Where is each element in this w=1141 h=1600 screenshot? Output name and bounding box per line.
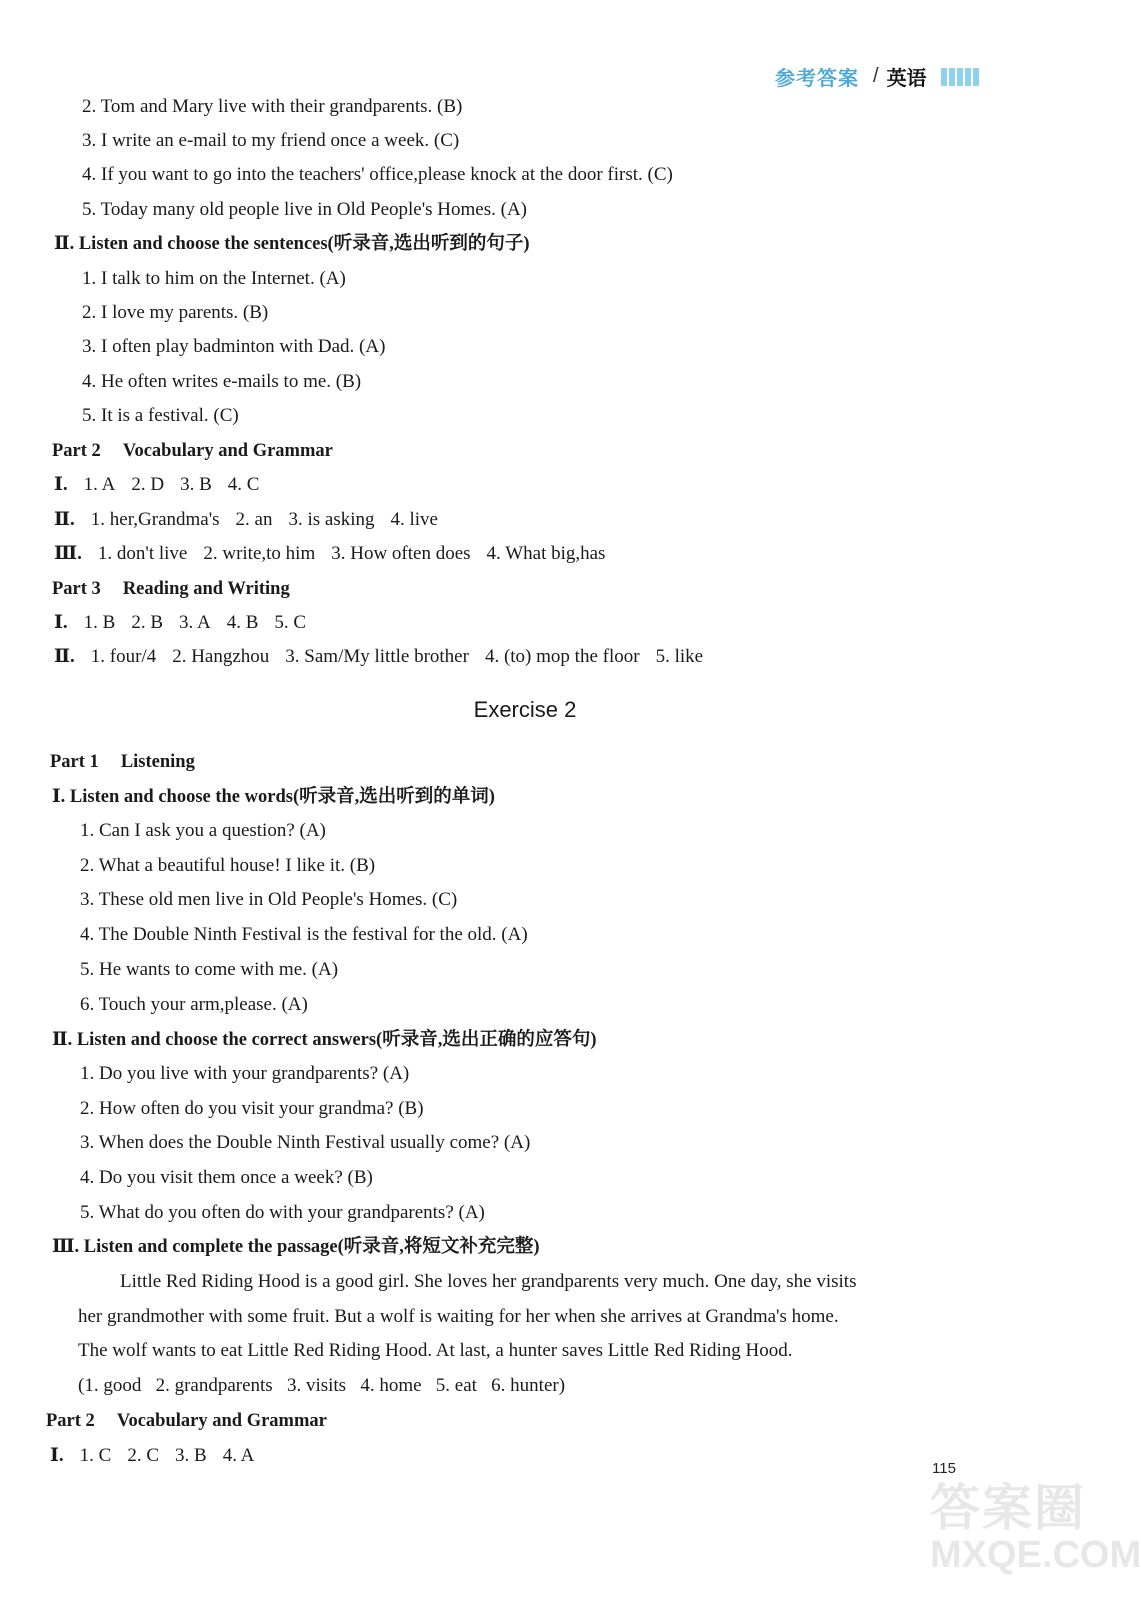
answer-line	[54, 472, 275, 498]
list-item: 4. The Double Ninth Festival is the festival for the old. (A)	[80, 924, 528, 945]
part-heading	[52, 576, 290, 602]
answer-item: 2. an	[235, 509, 273, 530]
answer-item: 4. A	[222, 1445, 255, 1466]
answer-item: 2. write,to him	[203, 543, 316, 564]
answer-item: 3. A	[179, 612, 211, 633]
answer-item: 2. C	[127, 1445, 160, 1466]
list-item: 3. These old men live in Old People's Homes. (C)	[80, 889, 458, 910]
part-title: Vocabulary and Grammar	[116, 1411, 327, 1431]
answer-label: Ⅰ.	[54, 474, 68, 495]
answer-item: 4. B	[226, 612, 259, 633]
passage-answers: (1. good 2. grandparents 3. visits 4. home 5. eat 6. hunter)	[78, 1375, 566, 1396]
answer-item: 5. like	[655, 646, 704, 667]
header-decoration	[941, 68, 981, 86]
part-title: Listening	[120, 752, 195, 772]
answer-item: 1. B	[83, 612, 116, 633]
answer-item: 3. B	[180, 474, 212, 495]
header-answer-label: 参考答案	[775, 66, 859, 90]
list-item: 3. I write an e-mail to my friend once a week. (C)	[82, 130, 460, 151]
answer-line	[50, 1443, 270, 1469]
list-item: 5. What do you often do with your grandparents? (A)	[80, 1202, 485, 1223]
watermark	[930, 1468, 1141, 1588]
answer-item: 4. What big,has	[486, 543, 606, 564]
answer-item: 4. live	[390, 509, 438, 530]
answer-item: 2. Hangzhou	[172, 646, 270, 667]
list-item: 2. How often do you visit your grandma? (B)	[80, 1098, 424, 1119]
part-number: Part 1	[50, 752, 99, 772]
list-item: 1. I talk to him on the Internet. (A)	[82, 268, 346, 289]
part-heading	[46, 1408, 327, 1434]
list-item: 2. Tom and Mary live with their grandparents. (B)	[82, 96, 463, 117]
answer-line	[54, 644, 719, 670]
list-item: 4. If you want to go into the teachers' office,please knock at the door first. (C)	[82, 164, 673, 185]
watermark-text: 答案圈	[930, 1479, 1086, 1537]
list-item: 5. It is a festival. (C)	[82, 405, 239, 426]
list-item: 4. Do you visit them once a week? (B)	[80, 1167, 373, 1188]
answer-item: 1. A	[83, 474, 116, 495]
answer-item: 3. Sam/My little brother	[285, 646, 469, 667]
passage-line: her grandmother with some fruit. But a wolf is waiting for her when she arrives at Grandma's home.	[78, 1306, 839, 1327]
page-number: 115	[932, 1460, 956, 1477]
part-number: Part 2	[46, 1411, 95, 1431]
part-heading	[50, 749, 195, 775]
answer-line	[54, 507, 454, 533]
section-heading: Ⅱ. Listen and choose the sentences(听录音,选出听到的句子)	[54, 234, 530, 254]
list-item: 5. He wants to come with me. (A)	[80, 959, 339, 980]
answer-item: 1. her,Grandma's	[90, 509, 220, 530]
section-heading: Ⅰ. Listen and choose the words(听录音,选出听到的单词)	[52, 787, 495, 807]
header-separator: /	[873, 65, 879, 87]
list-item: 6. Touch your arm,please. (A)	[80, 994, 308, 1015]
answer-item: 4. C	[227, 474, 260, 495]
list-item: 3. I often play badminton with Dad. (A)	[82, 336, 386, 357]
answer-label: Ⅰ.	[54, 612, 68, 633]
section-heading: Ⅱ. Listen and choose the correct answers(听录音,选出正确的应答句)	[52, 1030, 597, 1050]
answer-label: Ⅰ.	[50, 1445, 64, 1466]
answer-item: 2. D	[131, 474, 165, 495]
part-number: Part 2	[52, 441, 101, 461]
list-item: 5. Today many old people live in Old People's Homes. (A)	[82, 199, 528, 220]
list-item: 4. He often writes e-mails to me. (B)	[82, 371, 362, 392]
answer-line	[54, 541, 621, 567]
answer-item: 3. is asking	[288, 509, 375, 530]
part-heading	[52, 438, 333, 464]
answer-item: 1. four/4	[90, 646, 157, 667]
header-subject: 英语	[886, 66, 927, 90]
list-item: 2. What a beautiful house! I like it. (B)	[80, 855, 376, 876]
answer-item: 1. C	[79, 1445, 112, 1466]
passage-line: The wolf wants to eat Little Red Riding Hood. At last, a hunter saves Little Red Riding Hood.	[78, 1340, 793, 1361]
watermark-url: MXQE.COM	[930, 1534, 1141, 1576]
part-title: Reading and Writing	[122, 579, 290, 599]
answer-item: 4. (to) mop the floor	[484, 646, 640, 667]
answer-label: Ⅲ.	[54, 543, 82, 564]
answer-line	[54, 610, 322, 636]
list-item: 1. Do you live with your grandparents? (A)	[80, 1063, 410, 1084]
list-item: 1. Can I ask you a question? (A)	[80, 820, 326, 841]
list-item: 2. I love my parents. (B)	[82, 302, 269, 323]
part-title: Vocabulary and Grammar	[122, 441, 333, 461]
answer-label: Ⅱ.	[54, 646, 75, 667]
passage-line: Little Red Riding Hood is a good girl. She loves her grandparents very much. One day, she visits	[120, 1271, 857, 1292]
exercise-title: Exercise 2	[473, 697, 577, 722]
part-number: Part 3	[52, 579, 101, 599]
list-item: 3. When does the Double Ninth Festival usually come? (A)	[80, 1132, 531, 1153]
page-header	[775, 62, 981, 91]
answer-item: 2. B	[131, 612, 164, 633]
answer-label: Ⅱ.	[54, 509, 75, 530]
answer-item: 5. C	[274, 612, 307, 633]
answer-item: 3. B	[175, 1445, 207, 1466]
section-heading: Ⅲ. Listen and complete the passage(听录音,将短文补充完整)	[52, 1237, 540, 1257]
answer-item: 3. How often does	[331, 543, 471, 564]
answer-item: 1. don't live	[97, 543, 188, 564]
